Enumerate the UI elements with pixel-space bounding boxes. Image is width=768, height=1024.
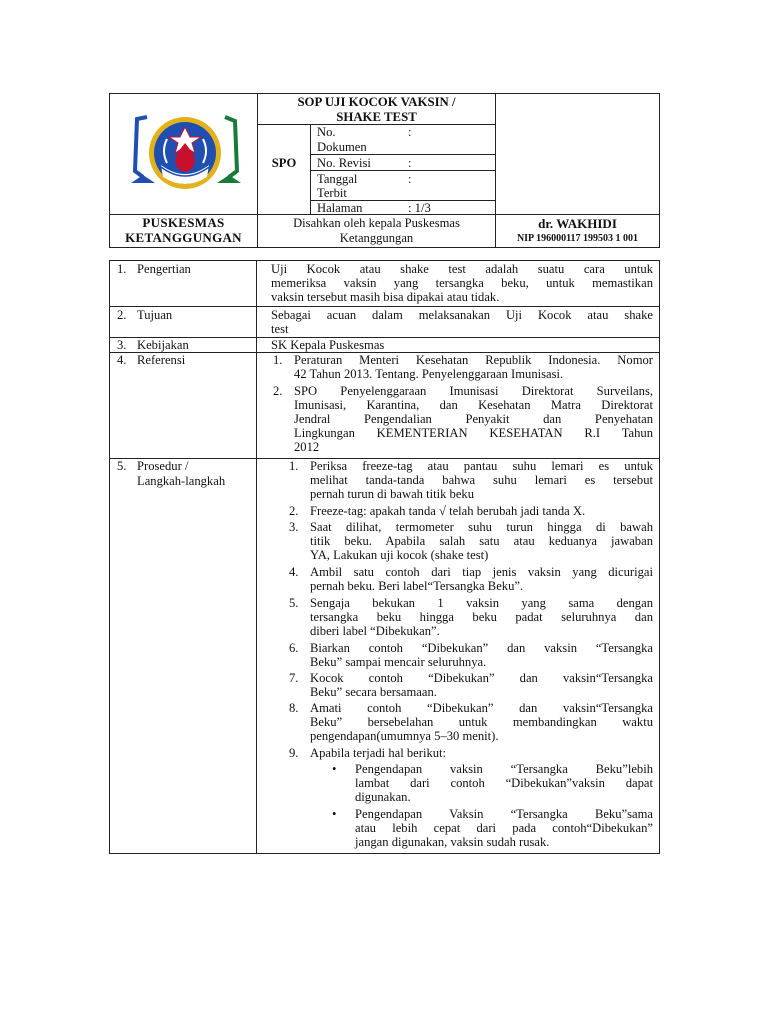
list-number: 7. [289,671,299,685]
referensi-item: Jendral Pengendalian Penyakit dan Penyehatan [294,412,653,426]
spo-label: SPO [271,156,297,170]
list-number: 4. [289,565,299,579]
referensi-item: 42 Tahun 2013. Tentang. Penyelenggaraan Imunisasi. [294,367,564,381]
signer-name: dr. WAKHIDI [538,216,617,231]
referensi-item: Peraturan Menteri Kesehatan Republik Indonesia. Nomor [294,353,653,367]
pengertian-text: Uji Kocok atau shake test adalah suatu cara untuk [271,262,653,276]
pengertian-text: vaksin tersebut masih bisa dipakai atau tidak. [271,290,500,304]
step-text: Beku” secara bersamaan. [310,685,437,699]
bullet-text: atau lebih cepat dari pada contoh“Dibekukan” [355,821,653,835]
border [310,154,495,155]
step-text: Apabila terjadi hal berikut: [310,746,447,760]
step-text: Kocok contoh “Dibekukan” dan vaksin“Tersangka [310,671,653,685]
list-number: 6. [289,641,299,655]
referensi-item: 2012 [294,440,320,454]
step-text: Beku” sampai mencair seluruhnya. [310,655,487,669]
row-label-prosedur-2: Langkah-langkah [137,474,226,488]
no-revisi-label: No. Revisi [317,156,371,170]
step-text: YA, Lakukan uji kocok (shake test) [310,548,489,562]
referensi-item: Lingkungan KEMENTERIAN KESEHATAN R.I Tahun [294,426,653,440]
step-text: melihat tanda-tanda bahwa suhu lemari es tersebut [310,473,653,487]
row-label-pengertian: Pengertian [137,262,191,276]
no-dokumen-colon: : [408,125,412,139]
row-number: 3. [117,338,127,352]
sop-title-line2: SHAKE TEST [336,110,417,124]
disahkan-line2: Ketanggungan [339,231,414,245]
row-number: 2. [117,308,127,322]
step-text: Amati contoh “Dibekukan” dan vaksin“Tersangka [310,701,653,715]
no-revisi-colon: : [408,156,412,170]
list-number: 1. [289,459,299,473]
pengertian-text: memeriksa vaksin yang tersangka beku, untuk memastikan [271,276,653,290]
puskesmas-name-line2: KETANGGUNGAN [125,230,242,245]
row-number: 4. [117,353,127,367]
border [109,306,660,307]
bullet-text: digunakan. [355,790,411,804]
procedure-table [109,260,660,854]
row-number: 5. [117,459,127,473]
referensi-item: SPO Penyelenggaraan Imunisasi Direktorat Surveilans, [294,384,653,398]
disahkan-line1: Disahkan oleh kepala Puskesmas [293,216,460,230]
list-number: 2. [273,384,283,398]
step-text: tersangka beku hingga beku padat seluruhnya dan [310,610,653,624]
bullet-text: lambat dari contoh “Dibekukan”vaksin dapat [355,776,653,790]
list-number: 3. [289,520,299,534]
no-dokumen-label: No. [317,125,336,139]
step-text: Biarkan contoh “Dibekukan” dan vaksin “Tersangka [310,641,653,655]
tujuan-text: test [271,322,289,336]
puskesmas-name-line1: PUSKESMAS [142,215,225,230]
tujuan-text: Sebagai acuan dalam melaksanakan Uji Kocok atau shake [271,308,653,322]
step-text: pernah beku. Beri label“Tersangka Beku”. [310,579,524,593]
border [109,247,660,248]
row-label-tujuan: Tujuan [137,308,173,322]
tanggal-label: Tanggal [317,172,358,186]
bullet-text: jangan digunakan, vaksin sudah rusak. [355,835,550,849]
step-text: titik beku. Apabila salah satu atau keduanya jawaban [310,534,653,548]
row-label-prosedur: Prosedur / [137,459,189,473]
signer-nip: NIP 196000117 199503 1 001 [516,233,639,244]
step-text: pengendapan(umumnya 5–30 menit). [310,729,499,743]
bullet-text: Pengendapan vaksin “Tersangka Beku”lebih [355,762,653,776]
list-number: 5. [289,596,299,610]
border [109,260,110,854]
header-table [109,93,660,248]
step-text: Freeze-tag: apakah tanda √ telah berubah jadi tanda X. [310,504,586,518]
step-text: Beku” bersebelahan untuk membandingkan waktu [310,715,653,729]
border [257,124,495,125]
step-text: Sengaja bekukan 1 vaksin yang sama dengan [310,596,653,610]
bullet-text: Pengendapan Vaksin “Tersangka Beku”sama [355,807,653,821]
sop-title-line1: SOP UJI KOCOK VAKSIN / [297,95,456,109]
step-text: Periksa freeze-tag atau pantau suhu lemari es untuk [310,459,653,473]
step-text: diberi label “Dibekukan”. [310,624,440,638]
row-label-referensi: Referensi [137,353,186,367]
tanggal-label-2: Terbit [317,186,347,200]
bullet-glyph: • [332,762,337,776]
border [310,170,495,171]
no-dokumen-label-2: Dokumen [317,140,367,154]
border [109,337,660,338]
referensi-item: Imunisasi, Karantina, dan Kesehatan Matra Direktorat [294,398,653,412]
border [109,260,660,261]
halaman-label: Halaman [317,201,363,215]
border [109,853,660,854]
halaman-value: : 1/3 [408,201,431,215]
step-text: pernah turun di bawah titik beku [310,487,475,501]
step-text: Ambil satu contoh dari tiap jenis vaksin yang dicurigai [310,565,653,579]
list-number: 2. [289,504,299,518]
border [109,93,660,94]
tanggal-colon: : [408,172,412,186]
list-number: 8. [289,701,299,715]
logo-emblem [121,105,249,205]
border [256,260,257,854]
border [659,260,660,854]
list-number: 1. [273,353,283,367]
row-label-kebijakan: Kebijakan [137,338,189,352]
border [659,93,660,248]
puskesmas-logo [121,105,249,205]
list-number: 9. [289,746,299,760]
kebijakan-text: SK Kepala Puskesmas [271,338,385,352]
row-number: 1. [117,262,127,276]
bullet-glyph: • [332,807,337,821]
step-text: Saat dilihat, termometer suhu turun hingga di bawah [310,520,653,534]
